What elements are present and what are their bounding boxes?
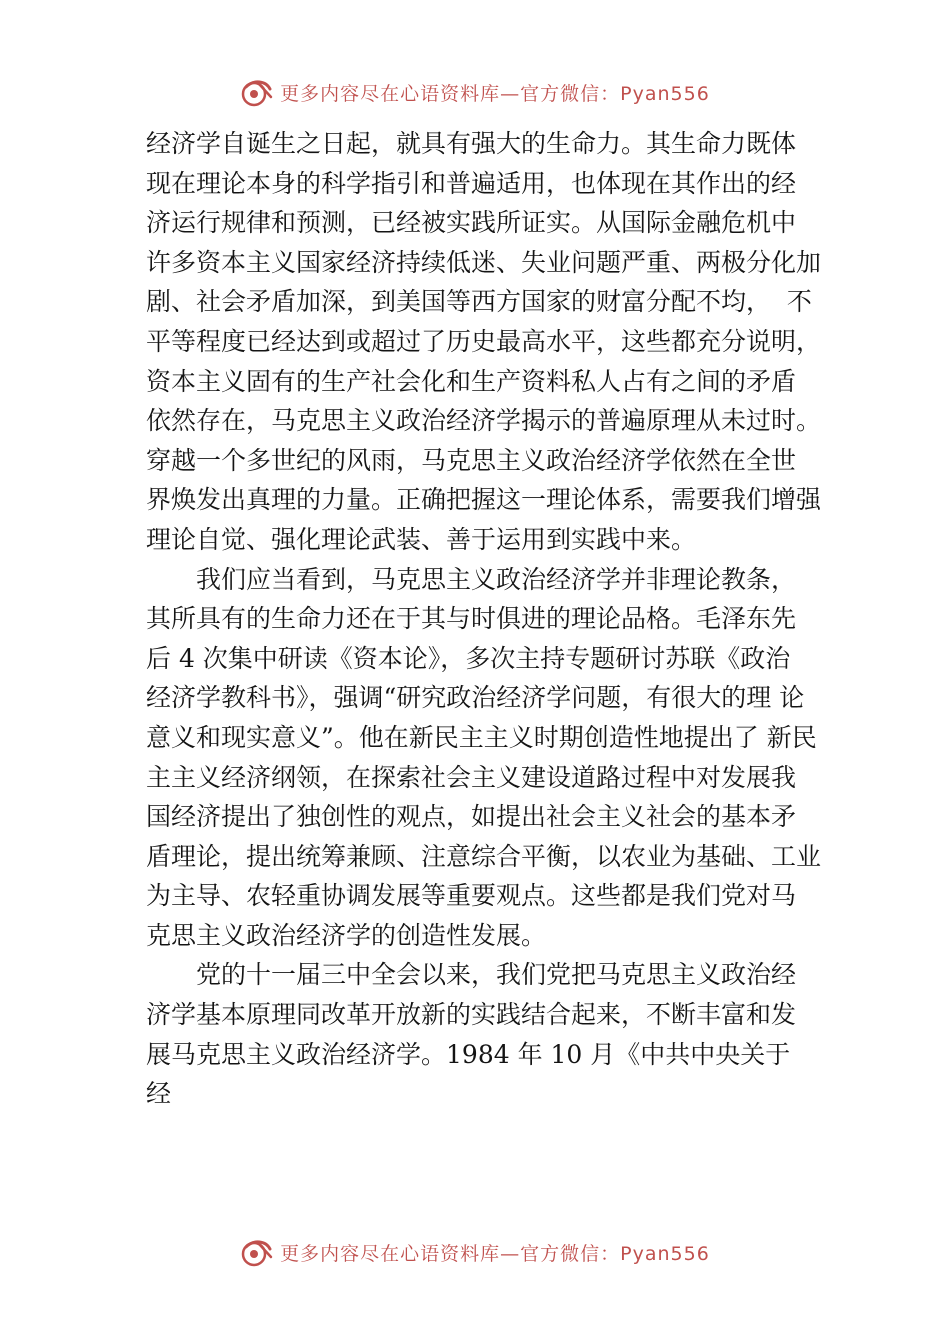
body-line: 展马克思主义政治经济学。1984 年 10 月《中共中央关于	[146, 1039, 791, 1069]
document-body	[146, 124, 826, 1114]
body-line: 济运行规律和预测，已经被实践所证实。从国际金融危机中	[146, 208, 797, 238]
body-line: 国经济提出了独创性的观点，如提出社会主义社会的基本矛	[146, 802, 797, 832]
body-line: 平等程度已经达到或超过了历史最高水平，这些都充分说明，	[146, 326, 822, 356]
footer-watermark-text	[280, 1239, 710, 1266]
body-line: 济学基本原理同改革开放新的实践结合起来，不断丰富和发	[146, 1000, 797, 1030]
body-line: 经济学自诞生之日起，就具有强大的生命力。其生命力既体	[146, 129, 797, 158]
body-line: 许多资本主义国家经济持续低迷、失业问题严重、两极分化加	[146, 247, 822, 277]
body-line: 后 4 次集中研读《资本论》，多次主持专题研讨苏联《政治	[146, 643, 791, 673]
header-watermark-cn: 更多内容尽在心语资料库—官方微信：	[280, 82, 621, 105]
header-watermark-id: Pyan556	[620, 82, 710, 105]
body-line: 理论自觉、强化理论武装、善于运用到实践中来。	[146, 524, 697, 554]
footer-watermark	[0, 1232, 950, 1272]
body-line: 盾理论，提出统筹兼顾、注意综合平衡，以农业为基础、工业	[146, 841, 822, 871]
body-line: 其所具有的生命力还在于其与时俱进的理论品格。毛泽东先	[146, 604, 797, 634]
paragraph-start-line: 党的十一届三中全会以来，我们党把马克思主义政治经	[196, 960, 797, 990]
header-watermark	[0, 72, 950, 112]
header-watermark-text	[280, 79, 710, 106]
body-line: 现在理论本身的科学指引和普遍适用，也体现在其作出的经	[146, 168, 797, 198]
body-line: 界焕发出真理的力量。正确把握这一理论体系，需要我们增强	[146, 485, 822, 515]
body-line: 资本主义固有的生产社会化和生产资料私人占有之间的矛盾	[146, 366, 797, 396]
body-line: 依然存在，马克思主义政治经济学揭示的普遍原理从未过时。	[146, 406, 822, 436]
body-line: 主主义经济纲领，在探索社会主义建设道路过程中对发展我	[146, 762, 797, 792]
footer-watermark-cn: 更多内容尽在心语资料库—官方微信：	[280, 1242, 621, 1265]
body-line: 经	[146, 1079, 172, 1109]
body-line: 经济学教科书》，强调“研究政治经济学问题，有很大的理 论	[146, 683, 805, 713]
footer-watermark-id: Pyan556	[620, 1242, 710, 1265]
body-line: 剧、社会矛盾加深，到美国等西方国家的财富分配不均， 不	[146, 287, 812, 317]
body-line: 穿越一个多世纪的风雨，马克思主义政治经济学依然在全世	[146, 445, 797, 475]
logo-icon	[240, 75, 274, 109]
body-line: 为主导、农轻重协调发展等重要观点。这些都是我们党对马	[146, 881, 797, 911]
body-line: 克思主义政治经济学的创造性发展。	[146, 920, 547, 950]
body-line: 意义和现实意义”。他在新民主主义时期创造性地提出了 新民	[146, 722, 817, 752]
paragraph-start-line: 我们应当看到，马克思主义政治经济学并非理论教条，	[196, 564, 797, 594]
logo-icon	[240, 1235, 274, 1269]
